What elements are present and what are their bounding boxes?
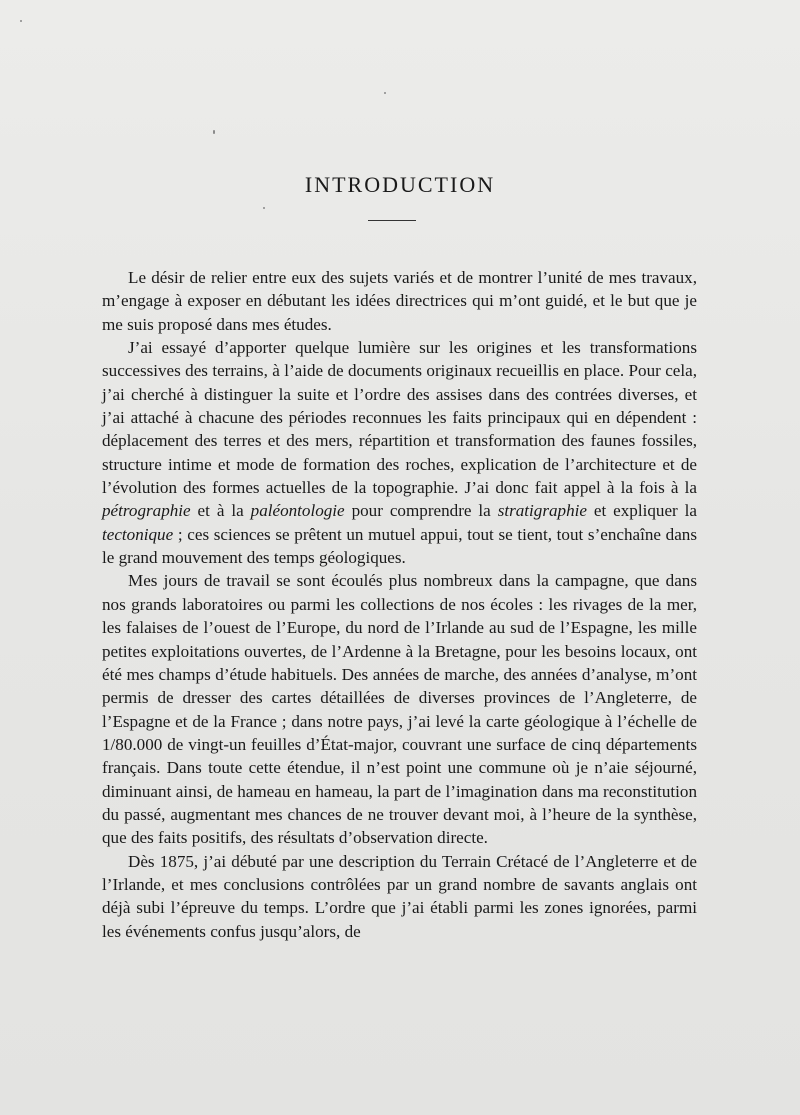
italic-term: tectonique: [102, 524, 174, 544]
paragraph-2: [102, 336, 697, 569]
scan-speck: [20, 20, 22, 22]
scan-speck: [263, 207, 265, 209]
text-run: et expliquer la: [586, 501, 697, 521]
italic-term: paléontologie: [250, 501, 345, 521]
text-run: et à la: [190, 501, 251, 521]
scan-speck: [384, 92, 386, 94]
chapter-heading: INTRODUCTION: [304, 172, 496, 197]
italic-term: stratigraphie: [497, 501, 587, 521]
text-run: J’ai essayé d’apporter quelque lumière sur les origines et les transformations successives des terrains, à l’aide de documents originaux recueillis en place. Pour cela, j’ai cherché à distinguer la suite et l’ordre des assises dans des contrées diverses, et j’ai attaché à chacune des périodes reconnues les faits principaux qui en dépendent : déplacement des terres et des mers, répartition et transformation des faunes fossiles, structure intime et mode de formation des roches, explication de l’architecture et de l’évolution des formes actuelles de la topographie. J’ai donc fait appel à la fois à la: [102, 338, 697, 498]
italic-term: pétrographie: [102, 501, 191, 521]
scan-speck: [213, 130, 215, 134]
text-run: ; ces sciences se prêtent un mutuel appui, tout se tient, tout s’enchaîne dans le grand mouvement des temps géologiques.: [102, 524, 697, 568]
paragraph-3: Mes jours de travail se sont écoulés plus nombreux dans la campagne, que dans nos grands laboratoires ou parmi les collections de nos écoles : les rivages de la mer, les falaises de l’ouest de l’Europe, du nord de l’Irlande au sud de l’Espagne, les mille petites exploitations ouvertes, de l’Ardenne à la Bretagne, pour les besoins locaux, ont été mes champs d’étude habituels. Des années de marche, des années d’analyse, m’ont permis de dresser des cartes détaillées de diverses provinces de l’Angleterre, de l’Espagne et de la France ; dans notre pays, j’ai levé la carte géologique à l’échelle de 1/80.000 de vingt-un feuilles d’État-major, couvrant une surface de cinq départements français. Dans toute cette étendue, il n’est point une commune où je n’aie séjourné, diminuant ainsi, de hameau en hameau, la part de l’imagination dans ma reconstitution du passé, augmentant mes chances de ne trouver devant moi, à l’heure de la synthèse, que des faits positifs, des résultats d’observation directe.: [102, 571, 697, 848]
paragraph-1: Le désir de relier entre eux des sujets variés et de montrer l’unité de mes travaux, m’engage à exposer en débutant les idées directrices qui m’ont guidé, et le but que je me suis proposé dans mes études.: [102, 268, 697, 334]
body-text: [102, 266, 697, 943]
heading-rule: [368, 220, 416, 221]
paragraph-4: Dès 1875, j’ai débuté par une description du Terrain Crétacé de l’Angleterre et de l’Irlande, et mes conclusions contrôlées par un grand nombre de savants anglais ont déjà subi l’épreuve du temps. L’ordre que j’ai établi parmi les zones ignorées, parmi les événements confus jusqu’alors, de: [102, 851, 697, 941]
text-run: pour comprendre la: [344, 501, 498, 521]
